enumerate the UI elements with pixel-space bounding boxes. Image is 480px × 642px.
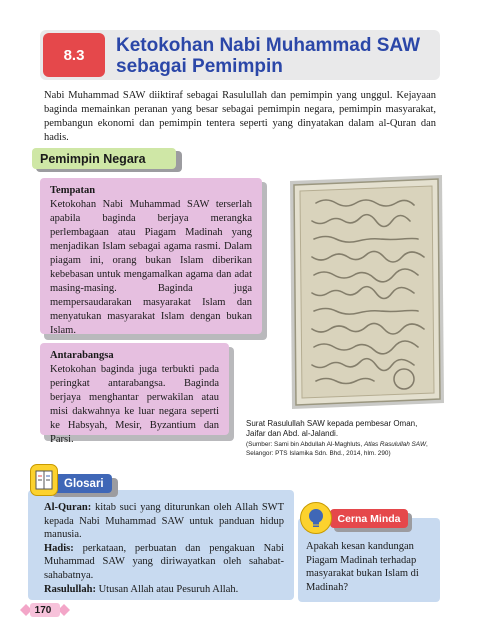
glosari-entry	[44, 501, 284, 542]
info-box-antarabangsa	[40, 343, 229, 445]
section-heading: Pemimpin Negara	[32, 148, 176, 169]
page-number: 170	[34, 604, 52, 616]
glosari-entry	[44, 542, 284, 583]
cerna-minda-question: Apakah kesan kandungan Piagam Madinah terhadap masyarakat bukan Islam di Madinah?	[306, 541, 419, 593]
figure-caption	[246, 419, 436, 458]
caption-source	[246, 441, 436, 458]
glosari-entries	[44, 501, 284, 596]
glosari-term: Al-Quran:	[44, 502, 92, 513]
glosari-definition: perkataan, perbuatan dan pengakuan Nabi Muhammad SAW yang diriwayatkan oleh sahabat-sahabatnya.	[44, 542, 284, 581]
section-number: 8.3	[43, 33, 105, 77]
box-body: Ketokohan Nabi Muhammad SAW terserlah apabila baginda berjaya merangka perlembagaan atau Piagam Madinah yang menjadikan Islam sebagai agama rasmi. Dalam piagam ini, orang bukan Islam diberikan kebebasan untuk mengamalkan agama dan adat masing-masing. Baginda juga mempersaudarakan masyarakat Islam dan menyatukan masyarakat Islam dengan bukan Islam.	[50, 199, 252, 336]
book-icon	[30, 464, 58, 496]
source-suffix: , Selangor: PTS Islamika Sdn. Bhd., 2014, hlm. 290)	[246, 441, 428, 457]
intro-paragraph: Nabi Muhammad SAW diiktiraf sebagai Rasulullah dan pemimpin yang unggul. Kejayaan baginda memainkan peranan yang besar sebagai pemimpin negara, pemimpin masyarakat, pembangun ekonomi dan pemimpin tentera seperti yang dinyatakan dalam al-Quran dan hadis.	[44, 90, 436, 143]
lightbulb-icon	[300, 502, 332, 534]
glosari-term: Rasulullah:	[44, 583, 96, 595]
box-title: Tempatan	[50, 185, 96, 196]
manuscript-image	[286, 173, 446, 411]
source-title: Atlas Rasulullah SAW	[363, 441, 426, 448]
box-body: Ketokohan baginda juga terbukti pada peringkat antarabangsa. Baginda berjaya menghantar perwakilan atau misi dakwahnya ke luar negara seperti ke Habsyah, Mesir, Byzantium dan Parsi.	[50, 364, 219, 445]
glosari-term: Hadis:	[44, 542, 74, 554]
page-title: Ketokohan Nabi Muhammad SAW sebagai Pemimpin	[116, 35, 421, 77]
source-prefix: (Sumber: Sami bin Abdullah Al-Maghluts,	[246, 441, 363, 448]
caption-text: Surat Rasulullah SAW kepada pembesar Oman, Jaifar dan Abd. al-Jalandi.	[246, 419, 418, 438]
cerna-minda-label: Cerna Minda	[330, 509, 408, 528]
glosari-definition: kitab suci yang diturunkan oleh Allah SWT kepada Nabi Muhammad SAW untuk panduan hidup manusia.	[44, 502, 284, 541]
glosari-definition: Utusan Allah atau Pesuruh Allah.	[95, 583, 239, 595]
box-title: Antarabangsa	[50, 350, 114, 361]
info-box-tempatan	[40, 178, 262, 334]
glosari-entry	[44, 583, 284, 597]
glosari-label: Glosari	[46, 474, 112, 493]
